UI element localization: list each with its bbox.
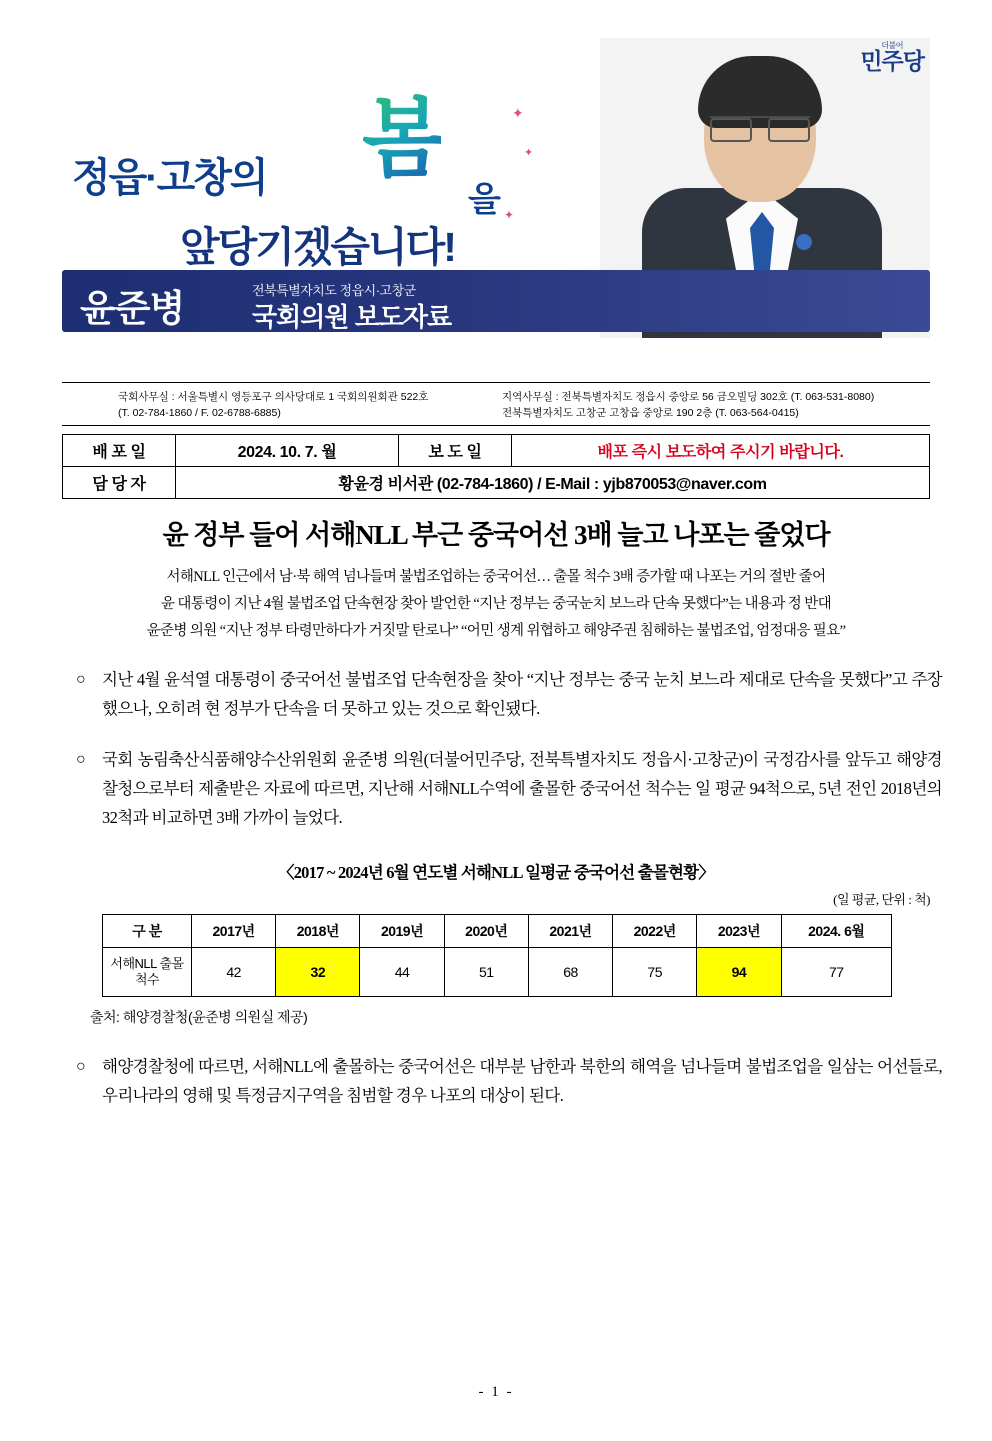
contact-value: 황윤경 비서관 (02-784-1860) / E-Mail : yjb870053@naver.com [176, 467, 930, 499]
local-office-address-1: 지역사무실 : 전북특별자치도 정읍시 중앙로 56 금오빌딩 302호 (T. 063-531-8080) [502, 391, 875, 403]
report-date-value: 배포 즉시 보도하여 주시기 바랍니다. [512, 435, 930, 467]
table-row [63, 467, 930, 499]
bullet-icon: ○ [76, 671, 86, 689]
subheadline-1: 서해NLL 인근에서 남·북 해역 넘나들며 불법조업하는 중국어선… 출몰 척수 3배 증가할 때 나포는 거의 절반 줄어 [166, 569, 826, 585]
banner-name-bar [62, 270, 930, 332]
national-office-info [118, 389, 428, 422]
table-row [63, 435, 930, 467]
cell-2020: 51 [444, 947, 528, 996]
body-paragraph-2 [76, 746, 942, 833]
glasses-icon [710, 116, 810, 138]
bullet-icon: ○ [76, 751, 86, 769]
table-row [103, 947, 892, 996]
column-header-2017: 2017년 [192, 914, 276, 947]
chinese-vessel-data-table [102, 914, 892, 997]
star-icon: ✦ [504, 208, 515, 222]
column-header-2023: 2023년 [697, 914, 781, 947]
party-logo-small-text: 더불어 [881, 41, 904, 50]
column-header-2019: 2019년 [360, 914, 444, 947]
cell-2017: 42 [192, 947, 276, 996]
star-icon: ✦ [524, 147, 534, 159]
office-contact-block [62, 382, 930, 426]
local-office-address-2: 전북특별자치도 고창군 고창읍 중앙로 190 2층 (T. 063-564-0415) [502, 407, 799, 420]
release-meta-table [62, 434, 930, 499]
data-table-title: 〈2017 ~ 2024년 6월 연도별 서해NLL 일평균 중국어선 출몰현황〉 [278, 862, 714, 882]
data-source-note: 출처: 해양경찰청(윤준병 의원실 제공) [90, 1008, 308, 1025]
cell-2024-06: 77 [781, 947, 891, 996]
distribute-date-value: 2024. 10. 7. 월 [176, 435, 399, 467]
column-header-division: 구 분 [103, 914, 192, 947]
column-header-2018: 2018년 [276, 914, 360, 947]
page-number: - 1 - [478, 1384, 514, 1400]
national-office-phone: (T. 02-784-1860 / F. 02-6788-6885) [118, 407, 281, 420]
banner-slogan-line1: 정읍·고창의 [72, 156, 267, 200]
subheadline-2: 윤 대통령이 지난 4월 불법조업 단속현장 찾아 발언한 “지난 정부는 중국눈치 보느라 단속 못했다”는 내용과 정 반대 [160, 595, 832, 612]
page-title: 윤 정부 들어 서해NLL 부근 중국어선 3배 늘고 나포는 줄었다 [162, 520, 830, 550]
column-header-2021: 2021년 [528, 914, 612, 947]
column-header-2024-06: 2024. 6월 [781, 914, 891, 947]
local-office-info [502, 389, 874, 422]
politician-region: 전북특별자치도 정읍시·고창군 [252, 283, 416, 298]
subheadline-3: 윤준병 의원 “지난 정부 타령만하다가 거짓말 탄로나” “어민 생계 위협하고 해양주권 침해하는 불법조업, 엄정대응 필요” [146, 622, 846, 639]
star-icon: ✦ [512, 107, 524, 122]
cell-2019: 44 [360, 947, 444, 996]
body-paragraph-3 [76, 1053, 942, 1111]
table-header-row [103, 914, 892, 947]
cell-2021: 68 [528, 947, 612, 996]
body-paragraph-1 [76, 666, 942, 724]
document-type-title: 국회의원 보도자료 [252, 302, 452, 332]
politician-name: 윤준병 [80, 288, 185, 329]
column-header-2020: 2020년 [444, 914, 528, 947]
banner-bom-graphic [362, 91, 534, 226]
body-paragraph-3-text: 해양경찰청에 따르면, 서해NLL에 출몰하는 중국어선은 대부분 남한과 북한의 해역을 넘나들며 불법조업을 일삼는 어선들로, 우리나라의 영해 및 특정금지구역을 침범할 경우 나포의 대상이 된다. [102, 1056, 942, 1105]
national-office-address: 국회사무실 : 서울특별시 영등포구 의사당대로 1 국회의원회관 522호 [118, 391, 429, 403]
report-date-label: 보 도 일 [399, 435, 512, 467]
subheadline-block [62, 564, 930, 644]
banner-bom-particle: 을 [468, 181, 499, 219]
banner-slogan-line2: 앞당기겠습니다! [180, 224, 455, 270]
body-paragraph-1-text: 지난 4월 윤석열 대통령이 중국어선 불법조업 단속현장을 찾아 “지난 정부는 중국 눈치 보느라 제대로 단속을 못했다”고 주장했으나, 오히려 현 정부가 단속을 더 못하고 있는 것으로 확인됐다. [102, 670, 942, 719]
banner-bom-text: 봄 [362, 91, 442, 187]
lapel-pin-icon [796, 234, 812, 250]
cell-2022: 75 [613, 947, 697, 996]
cell-2018: 32 [276, 947, 360, 996]
party-logo [860, 42, 924, 73]
data-table-unit: (일 평균, 단위 : 척) [833, 891, 930, 907]
column-header-2022: 2022년 [613, 914, 697, 947]
body-paragraph-2-text: 국회 농림축산식품해양수산위원회 윤준병 의원(더불어민주당, 전북특별자치도 정읍시·고창군)이 국정감사를 앞두고 해양경찰청으로부터 제출받은 자료에 따르면, 지난해 서해NLL수역에 출몰한 중국어선 척수는 일 평균 94척으로, 5년 전인 2018년의 32척과 비교하면 3배 가까이 늘었다. [102, 750, 942, 827]
contact-label: 담 당 자 [63, 467, 176, 499]
party-logo-main-text: 민주당 [860, 48, 924, 74]
document-page [0, 38, 992, 1441]
press-release-banner [62, 38, 930, 378]
distribute-date-label: 배 포 일 [63, 435, 176, 467]
row-label-vessel-count: 서해NLL 출몰 척수 [103, 947, 192, 996]
bullet-icon: ○ [76, 1057, 86, 1075]
cell-2023: 94 [697, 947, 781, 996]
